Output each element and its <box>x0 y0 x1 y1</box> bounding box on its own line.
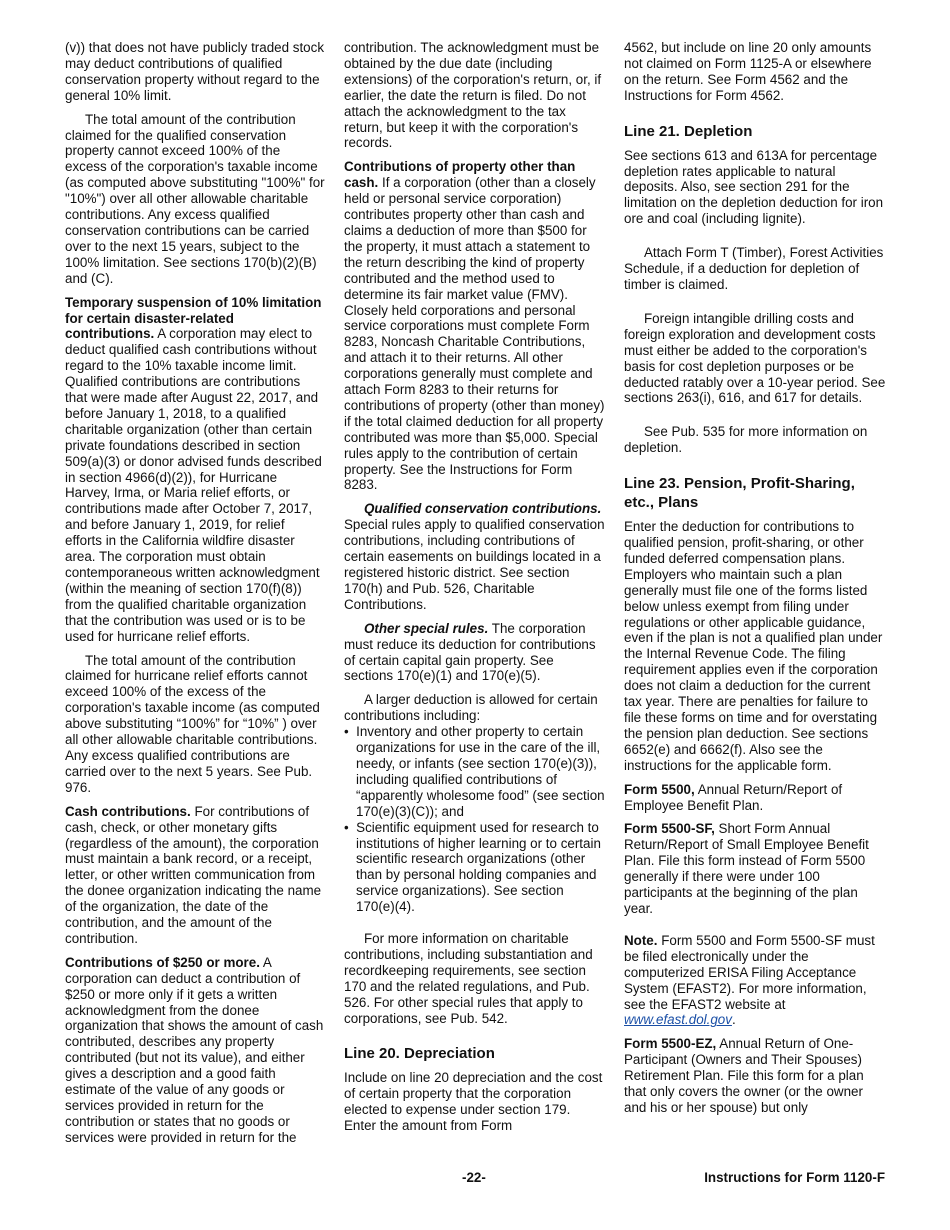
bullet-item: • Scientific equipment used for research to institutions of higher learning or to certain scientific research organizations (other than by personal holding companies and service organizations). See section 170(e)(4). <box>344 819 601 915</box>
bullet-text: Inventory and other property to certain organizations for use in the care of the ill, needy, or infants (see section 170(e)(3)), including qualified contributions of “apparently wholesome food” (see section 170(e)(3)(C)); and <box>356 724 605 819</box>
paragraph-body: For contributions of cash, check, or other monetary gifts (regardless of the amount), the corporation must maintain a bank record, or a receipt, letter, or other written communication from the donee organization indicating the name of the organization, the date of the contribution, and the amount of the contribution. <box>65 803 322 946</box>
paragraph-body: A corporation may elect to deduct qualified cash contributions without regard to the 10% taxable income limit. Qualified contributions are contributions that were made after August 22, 2017, and before January 1, 2018, to a qualified charitable organization (other than certain private foundations described in section 509(a)(3) or donor advised funds described in section 4966(d)(2)), for Hurricane Harvey, Irma, or Maria relief efforts, or contributions made after October 7, 2017, and before January 1, 2019, for relief efforts in the California wildfire disaster area. The corporation must obtain contemporaneous written acknowledgment (within the meaning of section 170(f)(8)) from the qualified charitable organization that the contribution was used or is to be used for hurricane relief efforts. <box>65 326 322 644</box>
paragraph <box>624 1036 886 1116</box>
paragraph-body: If a corporation (other than a closely held or personal service corporation) contributes property other than cash and claims a deduction of more than $500 for the property, it must attach a statement to the return describing the kind of property contributed and the method used to determine its fair market value (FMV). Closely held corporations and personal service corporations must complete Form 8283, Noncash Charitable Contributions, and attach it to their returns. All other corporations generally must complete and attach Form 8283 to their returns for contributions of property (other than money) if the total claimed deduction for all property contributed was more than $5,000. Special rules apply to the contribution of certain property. See the Instructions for Form 8283. <box>344 175 605 493</box>
paragraph <box>344 501 606 612</box>
page-number: -22- <box>462 1170 486 1185</box>
subheading: Contributions of $250 or more. <box>65 954 260 970</box>
form-label: Form 5500-EZ, <box>624 1036 717 1052</box>
paragraph-body: A corporation can deduct a contribution of $250 or more only if it gets a written acknowledgment from the donee organization that shows the amount of cash contributed, describes any property contributed (but not its value), and either gives a description and a good faith estimate of the value of any goods or services provided in return for the contribution or states that no goods or services were provided in return for the <box>65 954 324 1145</box>
paragraph <box>624 782 886 814</box>
paragraph: Enter the deduction for contributions to qualified pension, profit-sharing, or other funded deferred compensation plans. Employers who maintain such a plan generally must file one of the forms listed below unless exempt from filing under regulations or other applicable guidance, even if the plan is not a qualified plan under the Internal Revenue Code. The filing requirement applies even if the corporation does not claim a deduction for the current tax year. There are penalties for failure to file these forms on time and for overstating the pension plan deduction. See sections 6652(e) and 6662(f). Also see the instructions for the applicable form. <box>624 519 883 773</box>
paragraph: A larger deduction is allowed for certain contributions including: <box>344 692 598 724</box>
paragraph: See sections 613 and 613A for percentage depletion rates applicable to natural deposits. Also, see section 291 for the limitation on the depletion deduction for iron ore and coal (including lignite). <box>624 147 884 227</box>
subheading: Cash contributions. <box>65 803 191 819</box>
paragraph: Include on line 20 depreciation and the cost of certain property that the corporation elected to expense under section 179. Enter the amount from Form <box>344 1070 603 1134</box>
bullet-text: Scientific equipment used for research to institutions of higher learning or to certain scientific research organizations (other than by personal holding companies and service organizations). See section 170(e)(4). <box>356 819 601 915</box>
paragraph: (v)) that does not have publicly traded stock may deduct contributions of qualified conservation property without regard to the general 10% limit. <box>65 40 325 103</box>
bullet-item: • Inventory and other property to certain organizations for use in the care of the ill, needy, or infants (see section 170(e)(3)), including qualified contributions of “apparently wholesome food” (see section 170(e)(3)(C)); and <box>344 724 605 819</box>
column-3 <box>624 40 886 1124</box>
column-2 <box>344 40 606 1142</box>
paragraph: contribution. The acknowledgment must be obtained by the due date (including extensions) of the corporation's return, or, if earlier, the date the return is filed. Do not attach the acknowledgment to the tax return, but keep it with the corporation's records. <box>344 40 602 151</box>
section-heading: Line 23. Pension, Profit-Sharing, etc., Plans <box>624 475 855 512</box>
paragraph <box>65 804 325 947</box>
paragraph <box>344 159 606 493</box>
paragraph: Attach Form T (Timber), Forest Activities Schedule, if a deduction for depletion of timber is claimed. <box>624 245 884 292</box>
efast-link[interactable]: www.efast.dol.gov <box>624 1012 732 1028</box>
paragraph <box>344 621 606 685</box>
subheading: Contributions of property other than cash. <box>344 159 576 191</box>
paragraph: The total amount of the contribution claimed for hurricane relief efforts cannot exceed 100% of the excess of the corporation's taxable income (as computed above substituting “100%” for “10%” ) over all other allowable charitable contributions. Any excess qualified contributions are carried over to the next 5 years. See Pub. 976. <box>65 652 320 795</box>
paragraph: See Pub. 535 for more information on depletion. <box>624 424 868 456</box>
subheading: Qualified conservation contributions. <box>364 501 602 517</box>
section-heading: Line 20. Depreciation <box>344 1045 495 1063</box>
paragraph-body: Annual Return of One-Participant (Owners and Their Spouses) Retirement Plan. File this form for a plan that only covers the owner (or the owner and his or her spouse) but only <box>624 1036 864 1115</box>
paragraph-body: The corporation must reduce its deduction for contributions of certain capital gain property. See sections 170(e)(1) and 170(e)(5). <box>344 620 596 684</box>
form-label: Form 5500-SF, <box>624 821 715 837</box>
paragraph: Note. Form 5500 and Form 5500-SF must be filed electronically under the computerized ERISA Filing Acceptance System (EFAST2). For more information, see the EFAST2 website at www.efast.dol.gov. <box>624 932 875 1028</box>
paragraph <box>624 821 886 916</box>
column-1 <box>65 40 325 1154</box>
note-label: Note. <box>624 932 658 948</box>
paragraph-body: Annual Return/Report of Employee Benefit Plan. <box>624 781 843 813</box>
form-label: Form 5500, <box>624 781 695 797</box>
paragraph: For more information on charitable contributions, including substantiation and recordkeeping requirements, see section 170 and the related regulations, and Pub. 526. For other special rules that apply to corporations, see Pub. 542. <box>344 931 593 1026</box>
paragraph: 4562, but include on line 20 only amounts not claimed on Form 1125-A or elsewhere on the return. See Form 4562 and the Instructions for Form 4562. <box>624 40 872 103</box>
form-name: Instructions for Form 1120-F <box>704 1170 885 1185</box>
paragraph: Foreign intangible drilling costs and foreign exploration and development costs must either be added to the corporation's basis for cost depletion purposes or be deducted ratably over a 10-year period. See sections 263(i), 616, and 617 for details. <box>624 310 886 406</box>
subheading: Temporary suspension of 10% limitation for certain disaster-related contributions. <box>65 294 322 342</box>
paragraph <box>65 295 325 645</box>
subheading: Other special rules. <box>364 620 489 636</box>
paragraph <box>65 955 325 1146</box>
paragraph: The total amount of the contribution claimed for the qualified conservation property cannot exceed 100% of the excess of the corporation's taxable income (as computed above substituting "100%" for "10%") over all other allowable charitable contributions. Any excess qualified conservation contributions can be carried over to the next 15 years, subject to the 100% limitation. See sections 170(b)(2)(B) and (C). <box>65 111 325 286</box>
paragraph-body: Short Form Annual Return/Report of Small Employee Benefit Plan. File this form instead of Form 5500 generally if there were under 100 participants at the beginning of the plan year. <box>624 821 869 916</box>
paragraph-body: Form 5500 and Form 5500-SF must be filed electronically under the computerized ERISA Filing Acceptance System (EFAST2). For more information, see the EFAST2 website at <box>624 932 875 1012</box>
paragraph-body: Special rules apply to qualified conservation contributions, including contributions of certain easements on buildings located in a registered historic district. See section 170(h) and Pub. 526, Charitable Contributions. <box>344 517 605 612</box>
section-heading: Line 21. Depletion <box>624 122 753 140</box>
